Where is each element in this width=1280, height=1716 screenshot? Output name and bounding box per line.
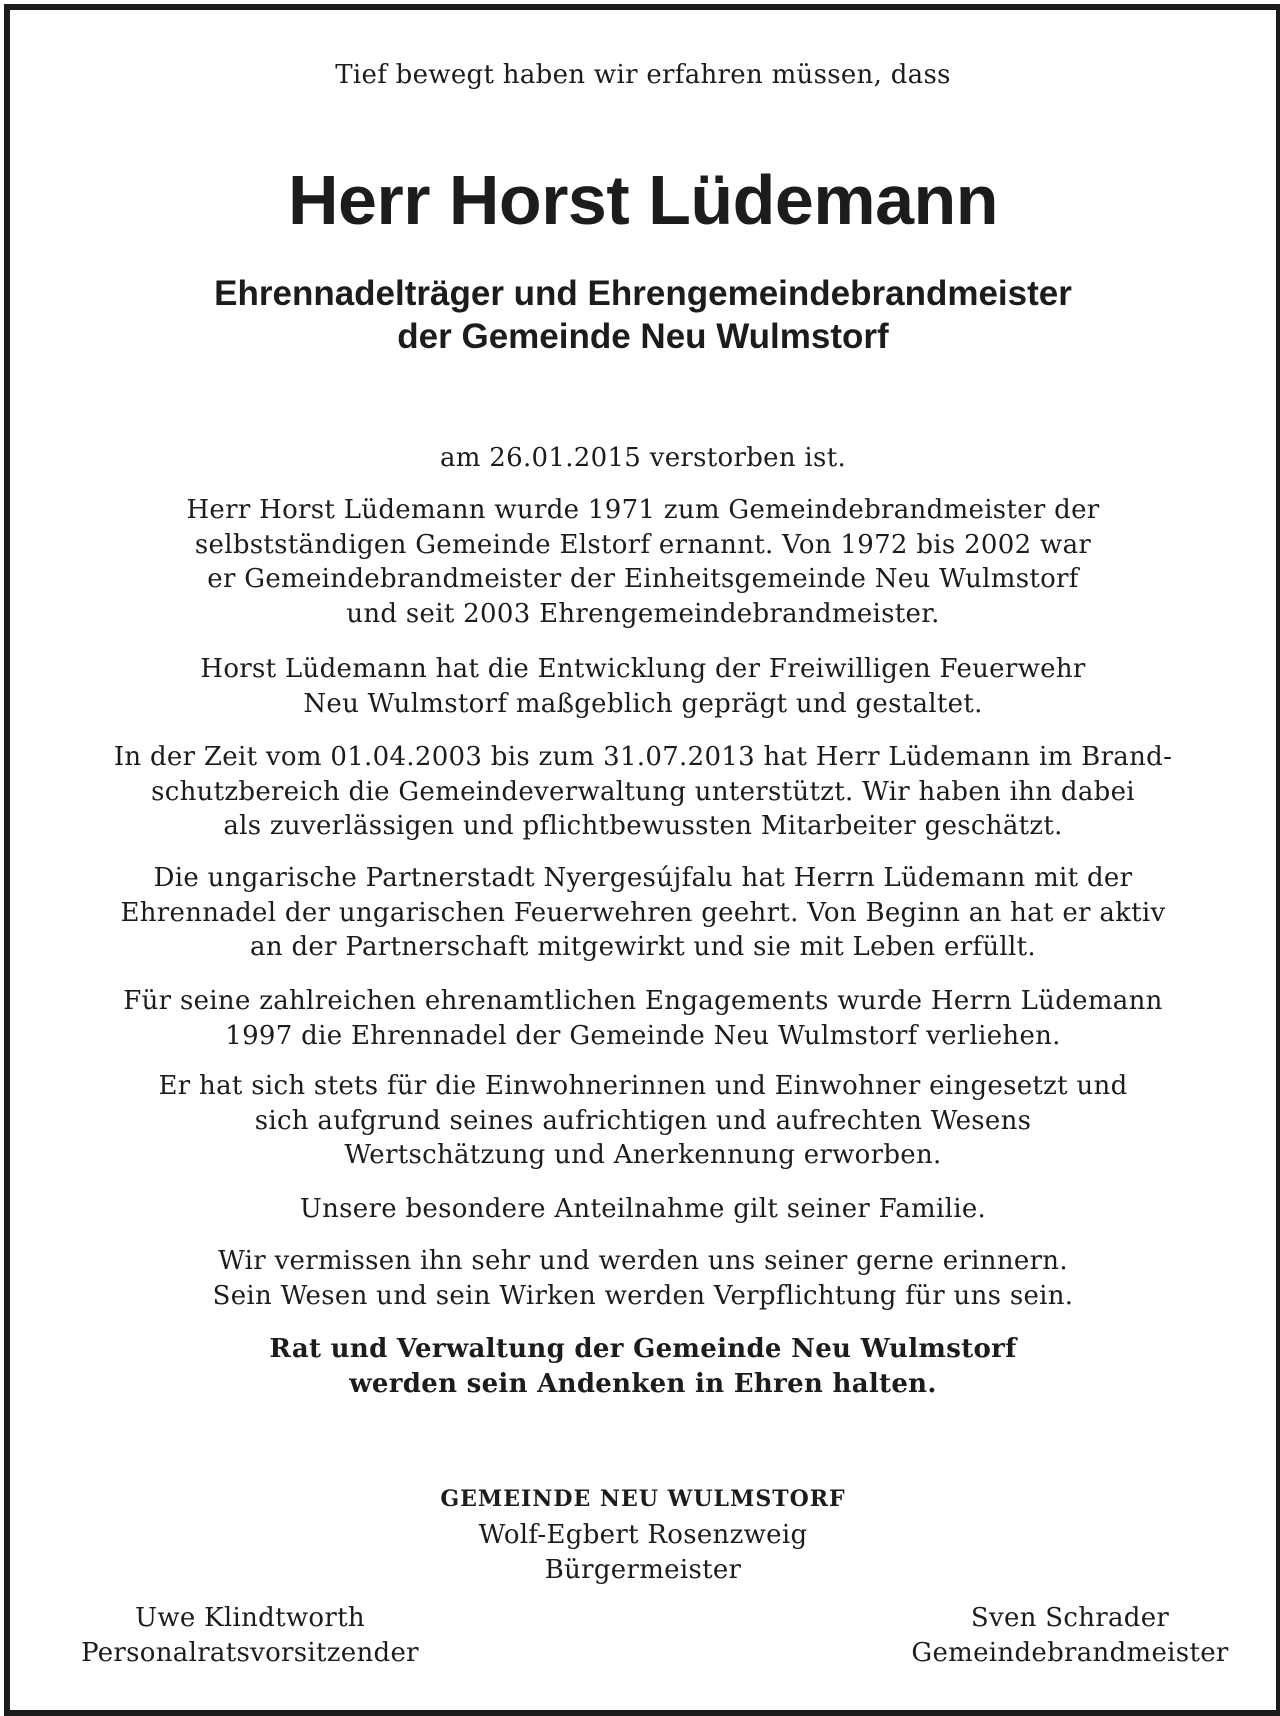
signatory-role: Personalratsvorsitzender xyxy=(81,1637,419,1668)
paragraph-line: Wertschätzung und Anerkennung erworben. xyxy=(344,1140,942,1170)
paragraph-line: Ehrennadel der ungarischen Feuerwehren geehrt. Von Beginn an hat er aktiv xyxy=(120,897,1166,928)
paragraph-line: selbstständigen Gemeinde Elstorf ernannt. Von 1972 bis 2002 war xyxy=(194,529,1092,560)
signatory-role: Bürgermeister xyxy=(544,1554,742,1585)
paragraph-line: an der Partnerschaft mitgewirkt und sie mit Leben erfüllt. xyxy=(250,932,1036,962)
paragraph-line: Horst Lüdemann hat die Entwicklung der Freiwilligen Feuerwehr xyxy=(200,654,1086,684)
signatory-right xyxy=(870,1601,1270,1670)
signatory-center xyxy=(10,1518,1276,1587)
honor-title xyxy=(10,272,1276,358)
paragraph-line: Wir vermissen ihn sehr und werden uns seiner gerne erinnern. xyxy=(218,1246,1068,1276)
paragraph-line: schutzbereich die Gemeindeverwaltung unterstützt. Wir haben ihn dabei xyxy=(151,776,1135,807)
signatory-left xyxy=(50,1601,450,1670)
signatory-name: Sven Schrader xyxy=(970,1603,1170,1633)
death-date-line: am 26.01.2015 verstorben ist. xyxy=(439,443,847,473)
closing-line: werden sein Andenken in Ehren halten. xyxy=(349,1368,937,1399)
paragraph xyxy=(10,493,1276,631)
paragraph-line: er Gemeindebrandmeister der Einheitsgemeinde Neu Wulmstorf xyxy=(207,564,1079,594)
paragraph xyxy=(10,652,1276,721)
closing-line: Rat und Verwaltung der Gemeinde Neu Wulmstorf xyxy=(269,1334,1017,1364)
paragraph-line: Sein Wesen und sein Wirken werden Verpflichtung für uns sein. xyxy=(212,1280,1074,1311)
paragraph xyxy=(10,1192,1276,1227)
intro-line: Tief bewegt haben wir erfahren müssen, dass xyxy=(335,60,951,90)
paragraph-line: als zuverlässigen und pflichtbewussten Mitarbeiter geschätzt. xyxy=(223,811,1063,841)
signatory-name: Wolf-Egbert Rosenzweig xyxy=(478,1520,808,1550)
paragraph xyxy=(10,1244,1276,1313)
paragraph xyxy=(10,740,1276,844)
paragraph-line: Die ungarische Partnerstadt Nyergesújfalu hat Herrn Lüdemann mit der xyxy=(153,863,1133,893)
paragraph-line: Unsere besondere Anteilnahme gilt seiner Familie. xyxy=(299,1194,987,1224)
paragraph-line: 1997 die Ehrennadel der Gemeinde Neu Wulmstorf verliehen. xyxy=(225,1020,1061,1051)
organization-name: GEMEINDE NEU WULMSTORF xyxy=(440,1486,846,1512)
paragraph-line: Herr Horst Lüdemann wurde 1971 zum Gemeindebrandmeister der xyxy=(186,495,1100,525)
paragraph-line: sich aufgrund seines aufrichtigen und aufrechten Wesens xyxy=(254,1105,1032,1136)
paragraph xyxy=(10,861,1276,965)
honor-title-line: der Gemeinde Neu Wulmstorf xyxy=(397,317,889,356)
paragraph-line: und seit 2003 Ehrengemeindebrandmeister. xyxy=(346,598,940,629)
signatory-role: Gemeindebrandmeister xyxy=(911,1637,1229,1668)
paragraph-line: In der Zeit vom 01.04.2003 bis zum 31.07.2013 hat Herr Lüdemann im Brand- xyxy=(113,742,1173,772)
closing-statement xyxy=(10,1332,1276,1401)
paragraph xyxy=(10,984,1276,1053)
paragraph-line: Neu Wulmstorf maßgeblich geprägt und gestaltet. xyxy=(303,688,983,719)
signatory-name: Uwe Klindtworth xyxy=(135,1603,365,1633)
paragraph xyxy=(10,1069,1276,1173)
honor-title-line: Ehrennadelträger und Ehrengemeindebrandmeister xyxy=(214,274,1072,313)
deceased-name: Herr Horst Lüdemann xyxy=(287,161,999,239)
obituary-notice xyxy=(4,4,1280,1716)
paragraph-line: Für seine zahlreichen ehrenamtlichen Engagements wurde Herrn Lüdemann xyxy=(123,986,1163,1016)
paragraph-line: Er hat sich stets für die Einwohnerinnen und Einwohner eingesetzt und xyxy=(158,1071,1128,1101)
